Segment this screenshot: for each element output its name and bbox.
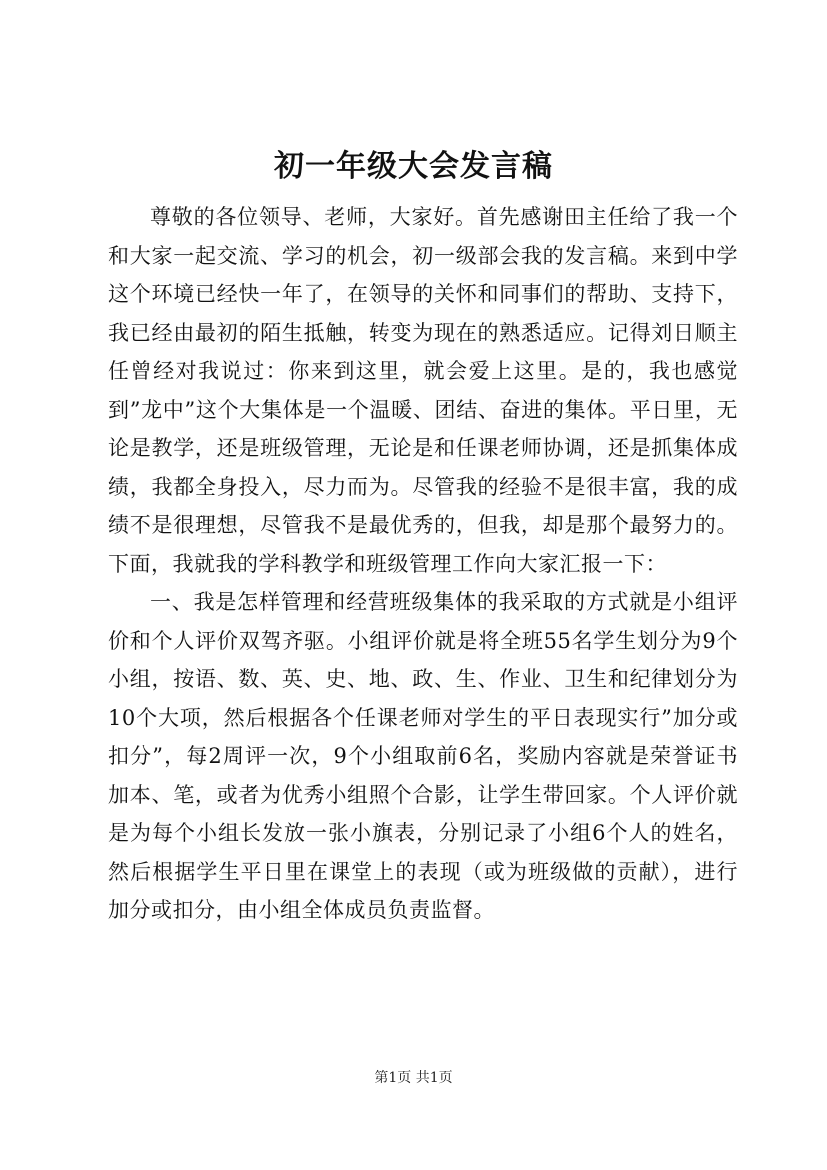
paragraph-greeting: 尊敬的各位领导、老师，大家好。首先感谢田主任给了我一个和大家一起交流、学习的机会，初一级部会我的发言稿。来到中学这个环境已经快一年了，在领导的关怀和同事们的帮助、支持下，我已经由最初的陌生抵触，转变为现在的熟悉适应。记得刘日顺主任曾经对我说过：你来到这里，就会爱上这里。是的，我也感觉到”龙中”这个大集体是一个温暖、团结、奋进的集体。平日里，无论是教学，还是班级管理，无论是和任课老师协调，还是抓集体成绩，我都全身投入，尽力而为。尽管我的经验不是很丰富，我的成绩不是很理想，尽管我不是最优秀的，但我，却是那个最努力的。下面，我就我的学科教学和班级管理工作向大家汇报一下： [108, 205, 738, 576]
page-footer: 第1页 共1页 [374, 1070, 453, 1086]
document-body [108, 198, 738, 930]
document-title: 初一年级大会发言稿 [274, 149, 553, 184]
paragraph-class-management: 一、我是怎样管理和经营班级集体的我采取的方式就是小组评价和个人评价双驾齐驱。小组评价就是将全班55名学生划分为9个小组，按语、数、英、史、地、政、生、作业、卫生和纪律划分为10个大项，然后根据各个任课老师对学生的平日表现实行”加分或扣分”，每2周评一次，9个小组取前6名，奖励内容就是荣誉证书加本、笔，或者为优秀小组照个合影，让学生带回家。个人评价就是为每个小组长发放一张小旗表，分别记录了小组6个人的姓名，然后根据学生平日里在课堂上的表现（或为班级做的贡献），进行加分或扣分，由小组全体成员负责监督。 [108, 590, 738, 922]
